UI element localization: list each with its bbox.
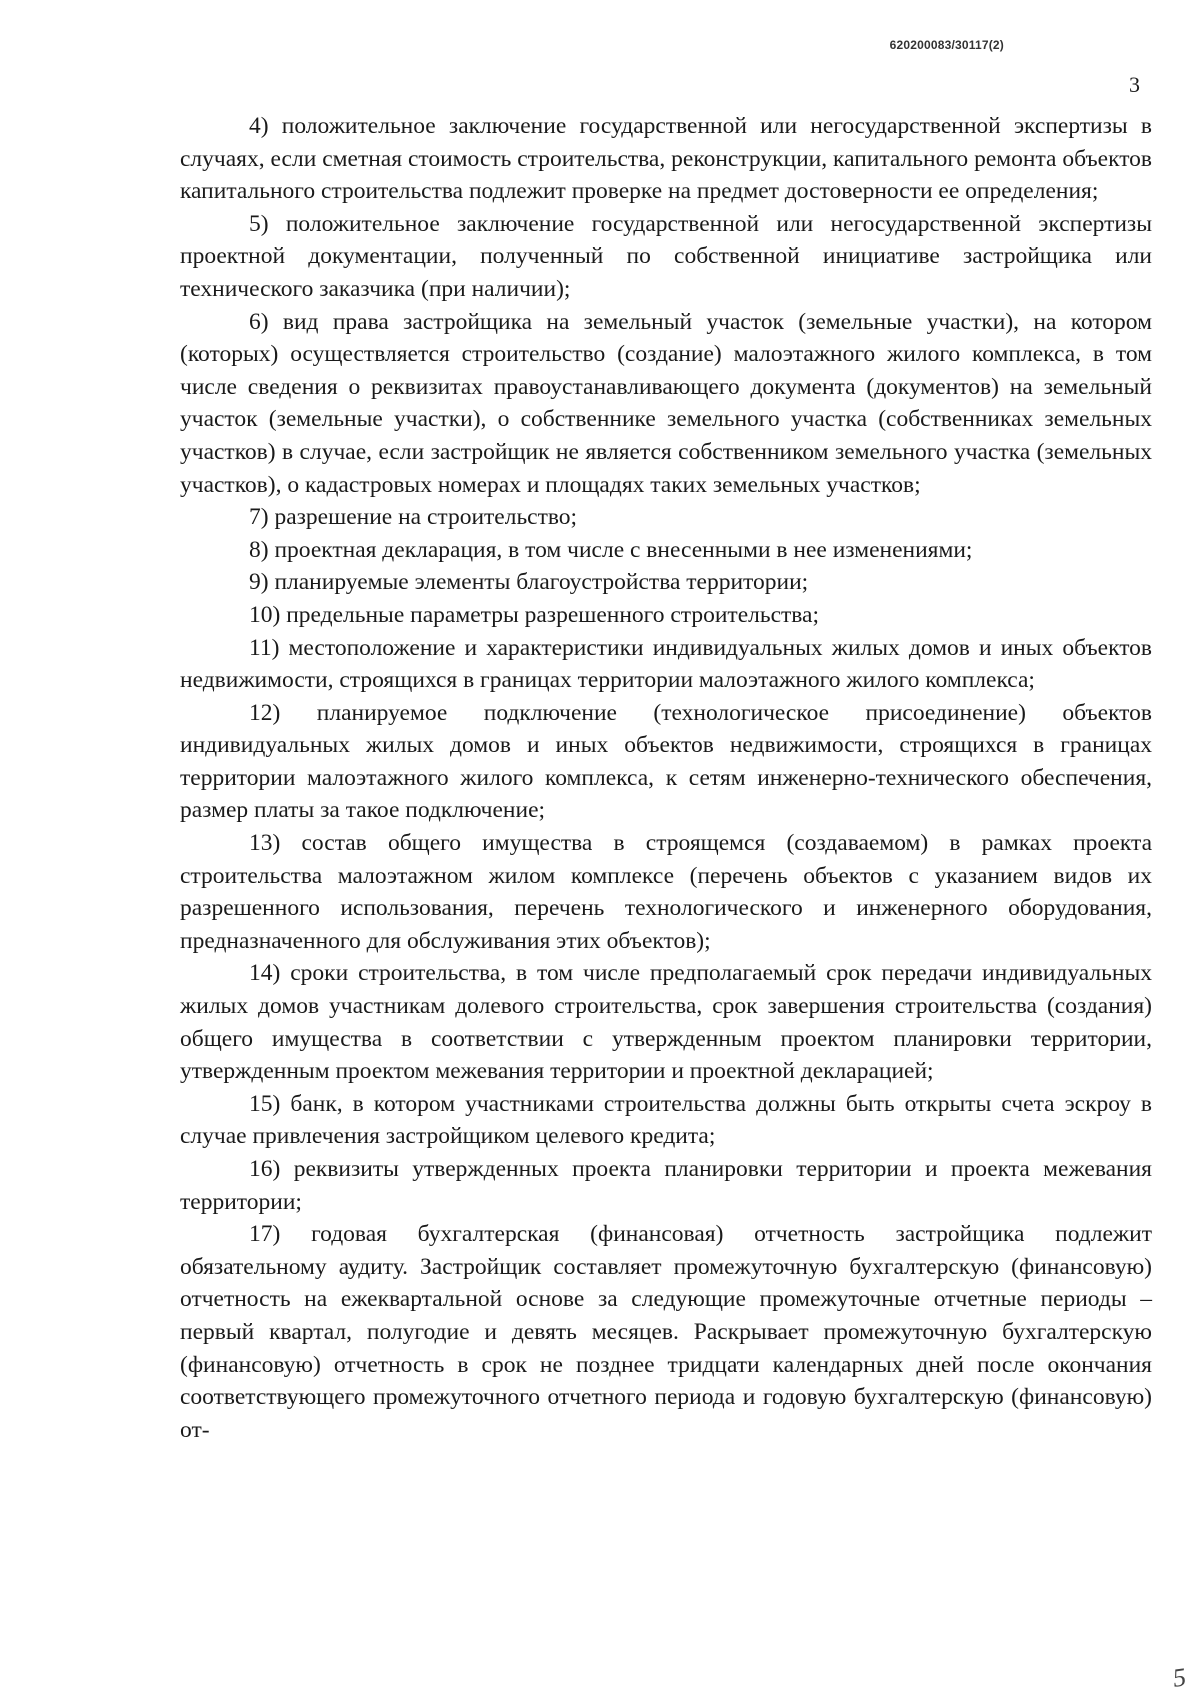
paragraph-item-14: 14) сроки строительства, в том числе предполагаемый срок передачи индивидуальных жилых домов участникам долевого строительства, срок завершения строительства (создания) общего имущества в соответствии с утвержденным проектом планировки территории, утвержденным проектом межевания территории и проектной декларацией; [180,960,1152,1085]
paragraph-item-4: 4) положительное заключение государственной или негосударственной экспертизы в случаях, если сметная стоимость строительства, реконструкции, капитального ремонта объектов капитального строительства подлежит проверке на предмет достоверности ее определения; [180,113,1152,205]
paragraph-item-16: 16) реквизиты утвержденных проекта планировки территории и проекта межевания территории; [180,1156,1152,1215]
paragraph-item-6: 6) вид права застройщика на земельный участок (земельные участки), на котором (которых) осуществляется строительство (создание) малоэтажного жилого комплекса, в том числе сведения о реквизитах правоустанавливающего документа (документов) на земельный участок (земельные участки), о собственнике земельного участка (собственниках земельных участков) в случае, если застройщик не является собственником земельного участка (земельных участков), о кадастровых номерах и площадях таких земельных участков; [180,308,1152,498]
paragraph-item-15: 15) банк, в котором участниками строительства должны быть открыты счета эскроу в случае привлечения застройщиком целевого кредита; [180,1090,1152,1150]
paragraph-item-13: 13) состав общего имущества в строящемся (создаваемом) в рамках проекта строительства малоэтажном жилом комплексе (перечень объектов с указанием видов их разрешенного использования, перечень технологического и инженерного оборудования, предназначенного для обслуживания этих объектов); [180,830,1152,954]
paragraph-item-9: 9) планируемые элементы благоустройства территории; [249,569,809,596]
paragraph-item-11: 11) местоположение и характеристики индивидуальных жилых домов и иных объектов недвижимости, строящихся в границах территории малоэтажного жилого комплекса; [180,634,1152,694]
paragraph-item-17: 17) годовая бухгалтерская (финансовая) отчетность застройщика подлежит обязательному аудиту. Застройщик составляет промежуточную бухгалтерскую (финансовую) отчетность на ежеквартальной основе за следующие промежуточные отчетные периоды – первый квартал, полугодие и девять месяцев. Раскрывает промежуточную бухгалтерскую (финансовую) отчетность в срок не позднее тридцати календарных дней после окончания соответствующего промежуточного отчетного периода и годовую бухгалтерскую (финансовую) от- [180,1221,1152,1443]
paragraph-item-8: 8) проектная декларация, в том числе с внесенными в нее изменениями; [249,536,973,563]
paragraph-item-12: 12) планируемое подключение (технологическое присоединение) объектов индивидуальных жилых домов и иных объектов недвижимости, строящихся в границах территории малоэтажного жилого комплекса, к сетям инженерно-технического обеспечения, размер платы за такое подключение; [180,699,1152,824]
paragraph-item-5: 5) положительное заключение государственной или негосударственной экспертизы проектной документации, полученный по собственной инициативе застройщика или технического заказчика (при наличии); [180,210,1152,302]
handwritten-margin-mark: 5 [1170,1662,1188,1693]
document-body [180,110,1152,1446]
page-number: 3 [1129,72,1140,97]
document-id: 620200083/30117(2) [889,38,1004,52]
paragraph-item-10: 10) предельные параметры разрешенного строительства; [249,601,820,628]
paragraph-item-7: 7) разрешение на строительство; [249,504,578,531]
